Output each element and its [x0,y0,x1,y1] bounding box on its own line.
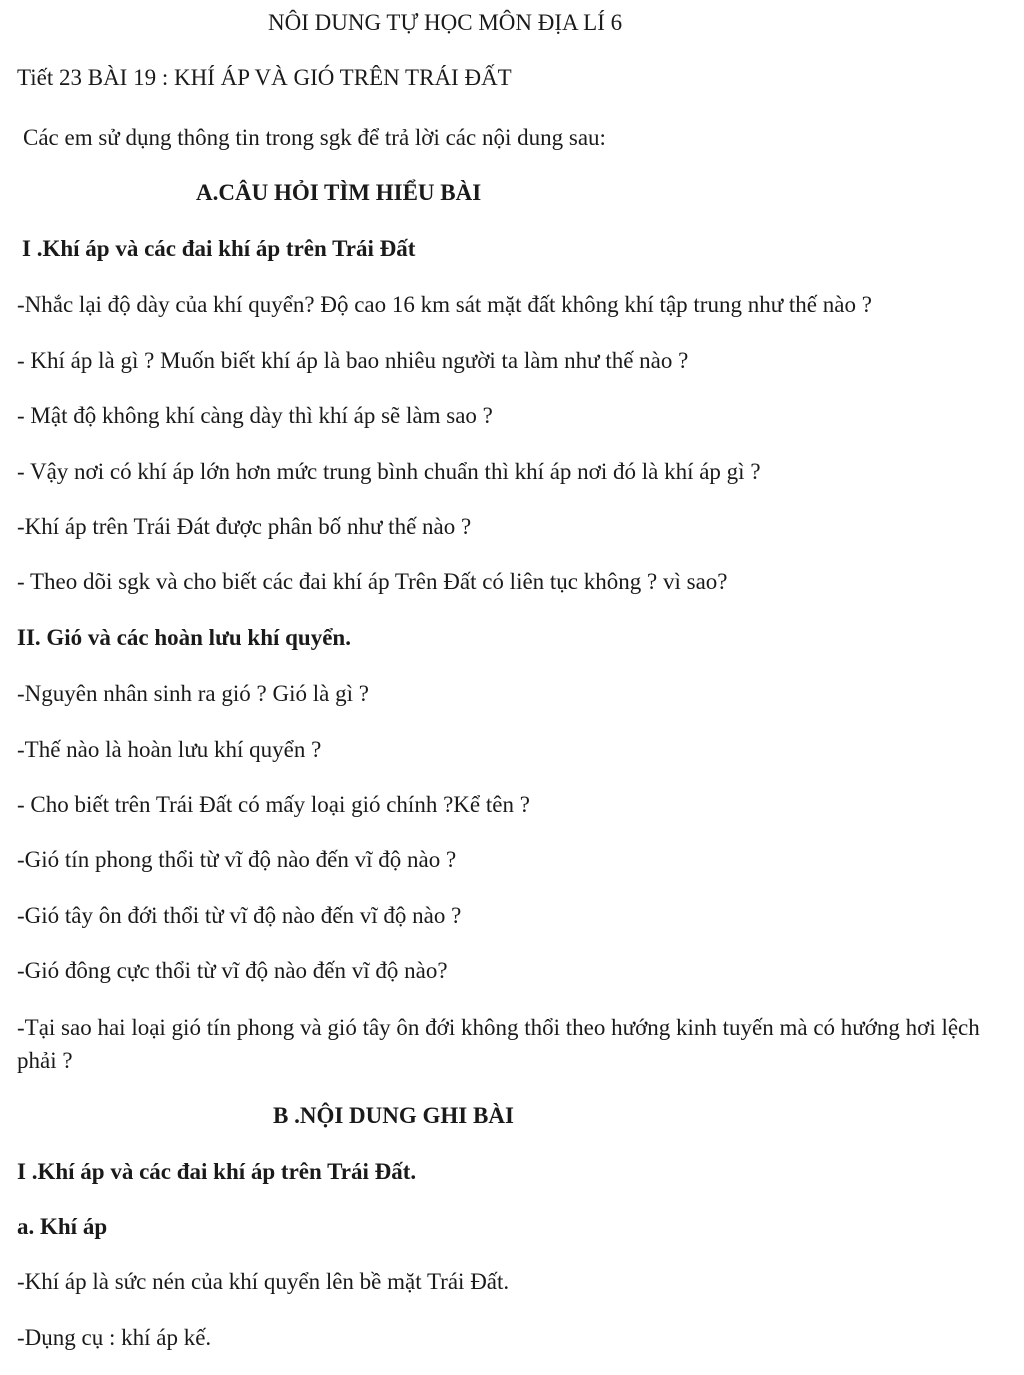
section-b-part1-heading: I .Khí áp và các đai khí áp trên Trái Đất. [17,1159,417,1184]
question-item: -Thế nào là hoàn lưu khí quyển ? [17,737,322,762]
question-item: -Gió đông cực thổi từ vĩ độ nào đến vĩ độ nào? [17,958,448,983]
section-b-sub-a-heading: a. Khí áp [17,1214,108,1239]
question-item: -Nguyên nhân sinh ra gió ? Gió là gì ? [17,681,369,706]
question-item: - Vậy nơi có khí áp lớn hơn mức trung bình chuẩn thì khí áp nơi đó là khí áp gì ? [17,459,761,484]
instruction-text: Các em sử dụng thông tin trong sgk để trả lời các nội dung sau: [23,125,606,150]
question-item: -Khí áp trên Trái Đát được phân bố như thế nào ? [17,514,472,539]
question-item: -Gió tín phong thổi từ vĩ độ nào đến vĩ độ nào ? [17,847,457,872]
note-item: -Dụng cụ : khí áp kế. [17,1325,212,1350]
section-b-heading: B .NỘI DUNG GHI BÀI [273,1103,514,1128]
question-item: - Khí áp là gì ? Muốn biết khí áp là bao nhiêu người ta làm như thế nào ? [17,348,689,373]
lesson-title: Tiết 23 BÀI 19 : KHÍ ÁP VÀ GIÓ TRÊN TRÁI ĐẤT [17,65,512,90]
question-item: - Theo dõi sgk và cho biết các đai khí áp Trên Đất có liên tục không ? vì sao? [17,569,728,594]
note-item: -Khí áp là sức nén của khí quyển lên bề mặt Trái Đất. [17,1269,510,1294]
question-item: - Mật độ không khí càng dày thì khí áp sẽ làm sao ? [17,403,493,428]
page-title: NÔI DUNG TỰ HỌC MÔN ĐỊA LÍ 6 [268,10,623,35]
section-a-heading: A.CÂU HỎI TÌM HIỂU BÀI [196,180,482,205]
section-a-part2-heading: II. Gió và các hoàn lưu khí quyển. [17,625,351,650]
section-a-part1-heading: I .Khí áp và các đai khí áp trên Trái Đất [22,236,416,261]
question-item: -Nhắc lại độ dày của khí quyển? Độ cao 16 km sát mặt đất không khí tập trung như thế nào ? [17,292,872,317]
question-item: - Cho biết trên Trái Đất có mấy loại gió chính ?Kể tên ? [17,792,530,817]
question-item: -Tại sao hai loại gió tín phong và gió tây ôn đới không thổi theo hướng kinh tuyến mà có hướng hơi lệch phải ? [17,1015,980,1073]
question-item: -Gió tây ôn đới thổi từ vĩ độ nào đến vĩ độ nào ? [17,903,462,928]
